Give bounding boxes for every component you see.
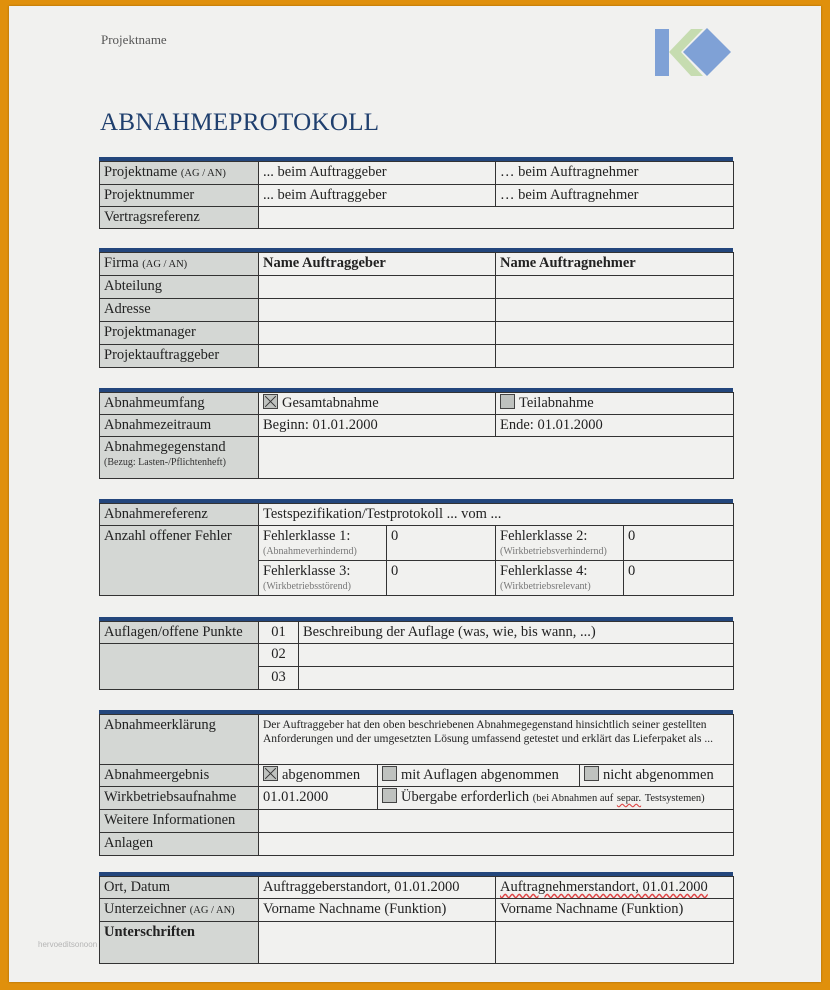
name-auftraggeber: Name Auftraggeber xyxy=(259,253,496,276)
project-name-header: Projektname xyxy=(101,32,167,47)
label-projektname: Projektname (AG / AN) xyxy=(100,162,259,185)
auflage-description-02[interactable] xyxy=(299,644,734,667)
wirkbetrieb-date[interactable]: 01.01.2000 xyxy=(259,787,378,810)
abteilung-ag[interactable] xyxy=(259,276,496,299)
document-page xyxy=(9,6,821,982)
label-projektnummer: Projektnummer xyxy=(100,185,259,207)
section-firma xyxy=(99,248,733,368)
projektname-ag[interactable]: ... beim Auftraggeber xyxy=(259,162,496,185)
label-abnahmezeitraum: Abnahmezeitraum xyxy=(100,415,259,437)
fehlerklasse-2-value[interactable]: 0 xyxy=(624,526,734,561)
abnahmeerklaerung-text: Der Auftraggeber hat den oben beschriebenen Abnahmegegenstand hinsichtlich seiner gestellten Anforderungen und der umgesetzten Lösung umfassend getestet und erklärt das Lieferpaket als ... xyxy=(259,715,734,765)
label-anzahl-fehler: Anzahl offener Fehler xyxy=(100,526,259,596)
weitere-informationen-field[interactable] xyxy=(259,810,734,833)
label-abnahmegegenstand: Abnahmegegenstand (Bezug: Lasten-/Pflichtenheft) xyxy=(100,437,259,479)
checkbox-unchecked-icon[interactable] xyxy=(584,766,599,781)
label-projektauftraggeber: Projektauftraggeber xyxy=(100,345,259,368)
fehlerklasse-1-label: Fehlerklasse 1: (Abnahmeverhindernd) xyxy=(259,526,387,561)
label-vertragsreferenz: Vertragsreferenz xyxy=(100,207,259,229)
auflage-description-01[interactable]: Beschreibung der Auflage (was, wie, bis wann, ...) xyxy=(299,622,734,644)
checkbox-checked-icon[interactable] xyxy=(263,766,278,781)
projektauftraggeber-ag[interactable] xyxy=(259,345,496,368)
abteilung-an[interactable] xyxy=(496,276,734,299)
checkbox-unchecked-icon[interactable] xyxy=(382,788,397,803)
fehlerklasse-4-label: Fehlerklasse 4: (Wirkbetriebsrelevant) xyxy=(496,561,624,596)
fehlerklasse-3-value[interactable]: 0 xyxy=(387,561,496,596)
abnahmereferenz-field[interactable]: Testspezifikation/Testprotokoll ... vom ... xyxy=(259,504,734,526)
company-logo xyxy=(651,26,743,82)
label-ort-datum: Ort, Datum xyxy=(100,877,259,899)
zeitraum-beginn[interactable]: Beginn: 01.01.2000 xyxy=(259,415,496,437)
unterzeichner-ag[interactable]: Vorname Nachname (Funktion) xyxy=(259,899,496,922)
checkbox-unchecked-icon[interactable] xyxy=(382,766,397,781)
fehlerklasse-1-value[interactable]: 0 xyxy=(387,526,496,561)
checkbox-checked-icon[interactable] xyxy=(263,394,278,409)
option-gesamtabnahme[interactable]: Gesamtabnahme xyxy=(259,393,496,415)
label-anlagen: Anlagen xyxy=(100,833,259,856)
zeitraum-ende[interactable]: Ende: 01.01.2000 xyxy=(496,415,734,437)
projektnummer-ag[interactable]: ... beim Auftraggeber xyxy=(259,185,496,207)
label-abnahmeergebnis: Abnahmeergebnis xyxy=(100,765,259,787)
label-weitere-informationen: Weitere Informationen xyxy=(100,810,259,833)
label-abnahmeumfang: Abnahmeumfang xyxy=(100,393,259,415)
adresse-ag[interactable] xyxy=(259,299,496,322)
section-referenz xyxy=(99,499,733,596)
label-auflagen: Auflagen/offene Punkte xyxy=(100,622,259,644)
projektauftraggeber-an[interactable] xyxy=(496,345,734,368)
unterzeichner-an[interactable]: Vorname Nachname (Funktion) xyxy=(496,899,734,922)
anlagen-field[interactable] xyxy=(259,833,734,856)
unterschrift-ag[interactable] xyxy=(259,922,496,964)
label-abnahmereferenz: Abnahmereferenz xyxy=(100,504,259,526)
label-auflagen-blank xyxy=(100,644,259,690)
auflage-number-02: 02 xyxy=(259,644,299,667)
projektname-an[interactable]: … beim Auftragnehmer xyxy=(496,162,734,185)
label-firma: Firma (AG / AN) xyxy=(100,253,259,276)
option-mit-auflagen[interactable]: mit Auflagen abgenommen xyxy=(378,765,580,787)
label-unterschriften: Unterschriften xyxy=(100,922,259,964)
ort-datum-an[interactable]: Auftragnehmerstandort, 01.01.2000 xyxy=(496,877,734,899)
projektmanager-ag[interactable] xyxy=(259,322,496,345)
unterschrift-an[interactable] xyxy=(496,922,734,964)
auflage-description-03[interactable] xyxy=(299,667,734,690)
vertragsreferenz-field[interactable] xyxy=(259,207,734,229)
fehlerklasse-4-value[interactable]: 0 xyxy=(624,561,734,596)
label-abnahmeerklaerung: Abnahmeerklärung xyxy=(100,715,259,765)
fehlerklasse-3-label: Fehlerklasse 3: (Wirkbetriebsstörend) xyxy=(259,561,387,596)
section-erklaerung xyxy=(99,710,733,856)
label-wirkbetriebsaufnahme: Wirkbetriebsaufnahme xyxy=(100,787,259,810)
label-projektmanager: Projektmanager xyxy=(100,322,259,345)
label-abteilung: Abteilung xyxy=(100,276,259,299)
label-unterzeichner: Unterzeichner (AG / AN) xyxy=(100,899,259,922)
adresse-an[interactable] xyxy=(496,299,734,322)
page-title: ABNAHMEPROTOKOLL xyxy=(100,109,380,136)
section-unterschriften xyxy=(99,872,733,964)
option-abgenommen[interactable]: abgenommen xyxy=(259,765,378,787)
label-adresse: Adresse xyxy=(100,299,259,322)
auflage-number-01: 01 xyxy=(259,622,299,644)
checkbox-unchecked-icon[interactable] xyxy=(500,394,515,409)
projektmanager-an[interactable] xyxy=(496,322,734,345)
section-project xyxy=(99,157,733,229)
section-abnahme xyxy=(99,388,733,479)
option-uebergabe[interactable]: Übergabe erforderlich (bei Abnahmen auf separ. Testsystemen) xyxy=(378,787,734,810)
fehlerklasse-2-label: Fehlerklasse 2: (Wirkbetriebsverhindernd) xyxy=(496,526,624,561)
option-teilabnahme[interactable]: Teilabnahme xyxy=(496,393,734,415)
abnahmegegenstand-field[interactable] xyxy=(259,437,734,479)
name-auftragnehmer: Name Auftragnehmer xyxy=(496,253,734,276)
projektnummer-an[interactable]: … beim Auftragnehmer xyxy=(496,185,734,207)
auflage-number-03: 03 xyxy=(259,667,299,690)
watermark: hervoeditsonoon xyxy=(38,940,98,949)
ort-datum-ag[interactable]: Auftraggeberstandort, 01.01.2000 xyxy=(259,877,496,899)
section-auflagen xyxy=(99,617,733,690)
option-nicht-abgenommen[interactable]: nicht abgenommen xyxy=(580,765,734,787)
